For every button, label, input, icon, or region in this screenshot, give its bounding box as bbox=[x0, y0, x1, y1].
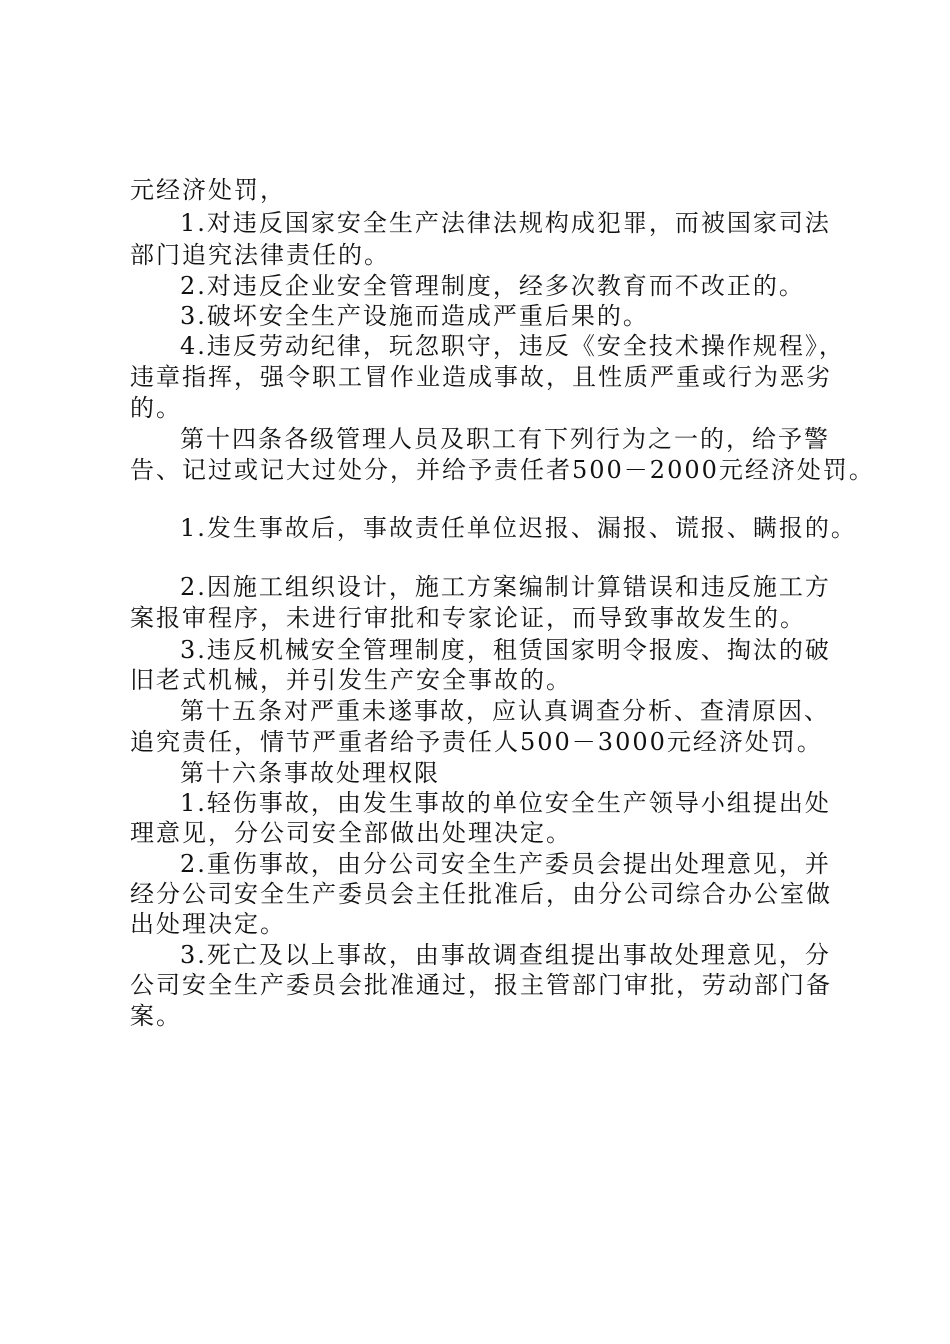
text-line: 2.重伤事故，由分公司安全生产委员会提出处理意见，并 bbox=[180, 850, 831, 878]
text-line: 3.违反机械安全管理制度，租赁国家明令报废、掏汰的破 bbox=[180, 636, 831, 664]
text-line: 3.死亡及以上事故，由事故调查组提出事故处理意见，分 bbox=[180, 941, 831, 969]
text-line: 追究责任，情节严重者给予责任人500－3000元经济处罚。 bbox=[130, 728, 823, 756]
text-line: 公司安全生产委员会批准通过，报主管部门审批，劳动部门备 bbox=[130, 971, 832, 999]
text-line: 部门追究法律责任的。 bbox=[130, 241, 390, 269]
text-line: 告、记过或记大过处分，并给予责任者500－2000元经济处罚。 bbox=[130, 456, 875, 484]
text-line: 2.对违反企业安全管理制度，经多次教育而不改正的。 bbox=[180, 272, 805, 300]
text-line: 2.因施工组织设计，施工方案编制计算错误和违反施工方 bbox=[180, 573, 831, 601]
text-line: 第十四条各级管理人员及职工有下列行为之一的，给予警 bbox=[180, 425, 830, 453]
text-line: 1.对违反国家安全生产法律法规构成犯罪，而被国家司法 bbox=[180, 209, 831, 237]
text-line: 出处理决定。 bbox=[130, 910, 286, 938]
text-line: 1.发生事故后，事故责任单位迟报、漏报、谎报、瞒报的。 bbox=[180, 514, 857, 542]
text-line: 违章指挥，强令职工冒作业造成事故，且性质严重或行为恶劣 bbox=[130, 363, 832, 391]
text-line: 3.破坏安全生产设施而造成严重后果的。 bbox=[180, 302, 649, 330]
text-line: 4.违反劳动纪律，玩忽职守，违反《安全技术操作规程》， bbox=[180, 332, 845, 360]
text-line: 案。 bbox=[130, 1002, 182, 1030]
text-line: 第十五条对严重未遂事故，应认真调查分析、查清原因、 bbox=[180, 697, 830, 725]
text-line: 元经济处罚， bbox=[130, 176, 286, 204]
text-line: 理意见，分公司安全部做出处理决定。 bbox=[130, 819, 572, 847]
text-line: 案报审程序，未进行审批和专家论证，而导致事故发生的。 bbox=[130, 604, 806, 632]
text-line: 经分公司安全生产委员会主任批准后，由分公司综合办公室做 bbox=[130, 880, 832, 908]
text-line: 第十六条事故处理权限 bbox=[180, 759, 440, 787]
text-line: 的。 bbox=[130, 394, 182, 422]
text-line: 1.轻伤事故，由发生事故的单位安全生产领导小组提出处 bbox=[180, 789, 831, 817]
text-line: 旧老式机械，并引发生产安全事故的。 bbox=[130, 666, 572, 694]
